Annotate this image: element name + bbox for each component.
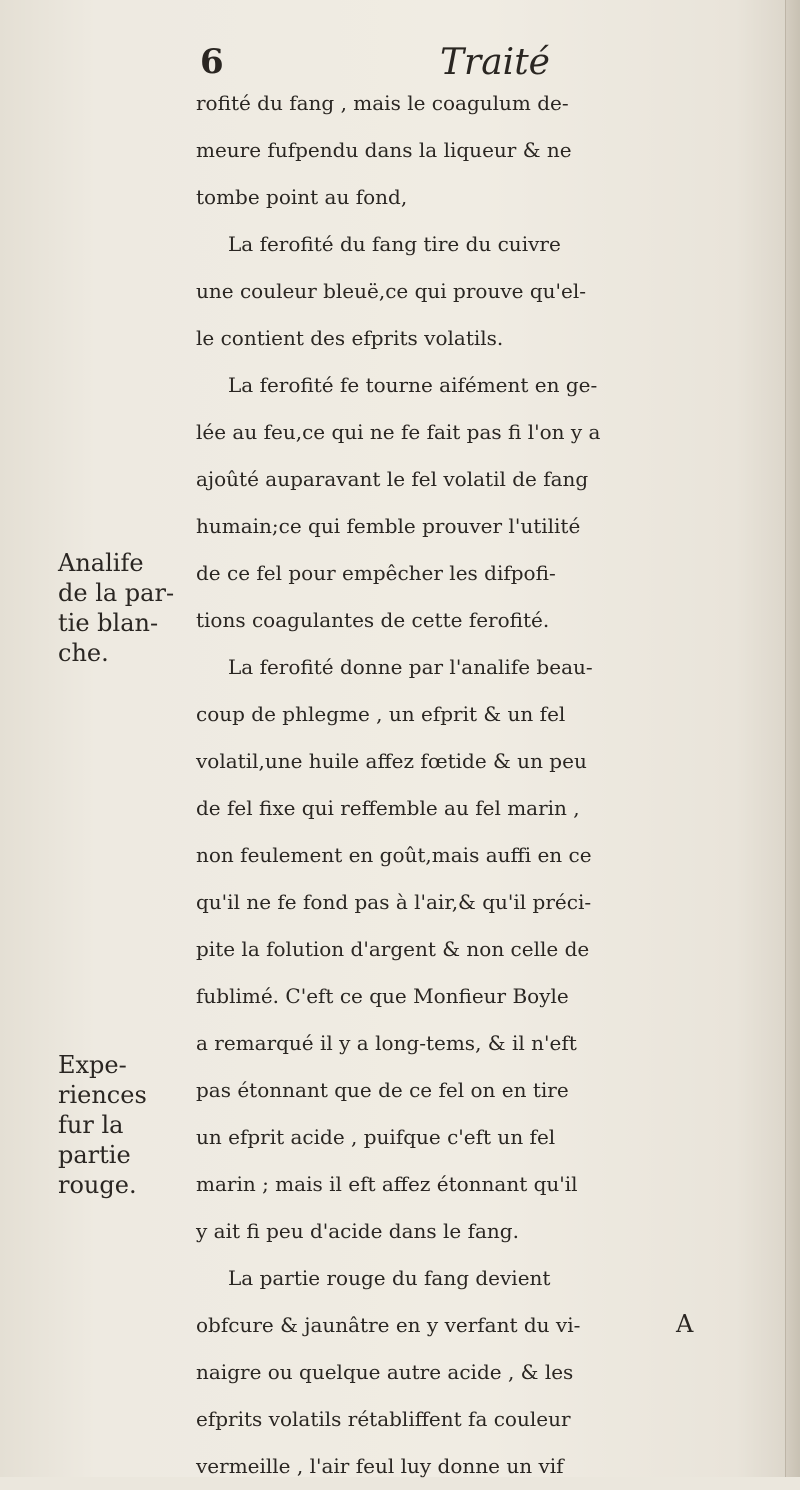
text-line: le contient des efprits volatils.: [196, 326, 504, 350]
text-line: obfcure & jaunâtre en y verfant du vi-: [196, 1313, 581, 1337]
margin-note-experiences: [58, 1050, 198, 1200]
page-edge: [785, 0, 800, 1477]
body-text: [196, 80, 776, 1490]
text-line: volatil,une huile affez fœtide & un peu: [196, 749, 587, 773]
text-line: marin ; mais il eft affez étonnant qu'il: [196, 1172, 578, 1196]
text-line: fublimé. C'eft ce que Monfieur Boyle: [196, 984, 569, 1008]
text-line: pite la folution d'argent & non celle de: [196, 937, 590, 961]
text-line: La ferofité donne par l'analife beau-: [228, 655, 593, 679]
text-line: qu'il ne fe fond pas à l'air,& qu'il préci-: [196, 890, 592, 914]
margin-note-line: riences: [58, 1081, 147, 1109]
text-line: de ce fel pour empêcher les difpofi-: [196, 561, 556, 585]
text-line: rofité du fang , mais le coagulum de-: [196, 91, 569, 115]
text-line: vermeille , l'air feul luy donne un vif: [196, 1454, 564, 1478]
page-number: 6: [200, 42, 224, 82]
text-line: une couleur bleuë,ce qui prouve qu'el-: [196, 279, 586, 303]
text-line: ajoûté auparavant le fel volatil de fang: [196, 467, 589, 491]
text-line: coup de phlegme , un efprit & un fel: [196, 702, 566, 726]
margin-note-line: Analife: [58, 549, 144, 577]
text-line: un efprit acide , puifque c'eft un fel: [196, 1125, 556, 1149]
text-line: tions coagulantes de cette ferofité.: [196, 608, 550, 632]
running-title: Traité: [440, 42, 550, 83]
text-line: non feulement en goût,mais auffi en ce: [196, 843, 592, 867]
text-line: a remarqué il y a long-tems, & il n'eft: [196, 1031, 577, 1055]
margin-note-line: rouge.: [58, 1171, 137, 1199]
margin-note-analyse: [58, 548, 198, 668]
text-line: pas étonnant que de ce fel on en tire: [196, 1078, 569, 1102]
margin-note-line: partie: [58, 1141, 131, 1169]
text-line: La partie rouge du fang devient: [228, 1266, 551, 1290]
text-line: La ferofité fe tourne aifément en ge-: [228, 373, 598, 397]
text-line: naigre ou quelque autre acide , & les: [196, 1360, 574, 1384]
text-line: lée au feu,ce qui ne fe fait pas fi l'on y a: [196, 420, 601, 444]
text-line: y ait fi peu d'acide dans le fang.: [196, 1219, 519, 1243]
text-line: La ferofité du fang tire du cuivre: [228, 232, 561, 256]
text-line: efprits volatils rétabliffent fa couleur: [196, 1407, 571, 1431]
text-line: meure fufpendu dans la liqueur & ne: [196, 138, 572, 162]
text-line: tombe point au fond,: [196, 185, 408, 209]
margin-note-line: Expe-: [58, 1051, 127, 1079]
margin-note-line: fur la: [58, 1111, 124, 1139]
margin-note-line: de la par-: [58, 579, 175, 607]
margin-note-line: che.: [58, 639, 109, 667]
text-line: de fel fixe qui reffemble au fel marin ,: [196, 796, 580, 820]
text-line: humain;ce qui femble prouver l'utilité: [196, 514, 581, 538]
margin-note-line: tie blan-: [58, 609, 159, 637]
catchword: A: [676, 1310, 694, 1338]
